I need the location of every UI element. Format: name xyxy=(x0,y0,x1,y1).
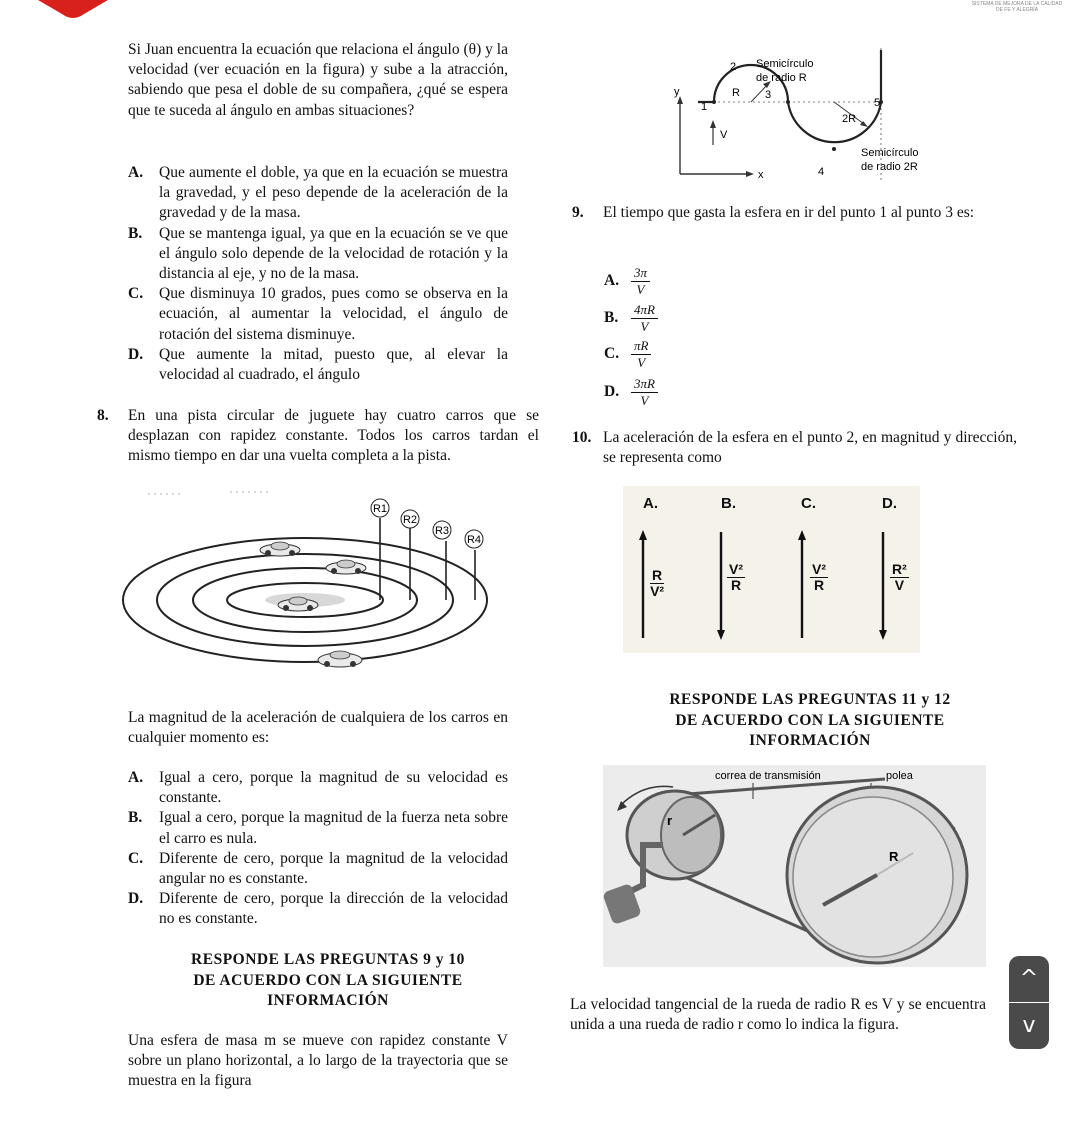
question-10-text: La aceleración de la esfera en el punto 2, en magnitud y dirección, se representa como xyxy=(603,429,1017,467)
axis-y-label: y xyxy=(674,86,680,98)
option-c-fraction xyxy=(810,562,828,593)
section-header-line-1: RESPONDE LAS PREGUNTAS 9 y 10 xyxy=(191,951,465,968)
option-text: Que aumente el doble, ya que en la ecuación se muestra la gravedad, y el peso depende de la aceleración de la gravedad y de la masa. xyxy=(159,164,508,222)
option-b xyxy=(128,808,508,848)
logo-shape xyxy=(38,0,108,20)
question-juan-stem: Si Juan encuentra la ecuación que relaciona el ángulo (θ) y la velocidad (ver ecuación en la figura) y sube a la atracción, sabiendo que pesa el doble de su compañera, ¿qué se espera que te suceda al ángulo en ambas situaciones? xyxy=(128,41,508,119)
chevron-up-icon: ^ xyxy=(1019,965,1039,991)
car-icon xyxy=(260,542,300,556)
section-header-line-1: RESPONDE LAS PREGUNTAS 11 y 12 xyxy=(669,691,951,708)
fraction-denominator: R xyxy=(813,577,825,593)
track-label-r1: R1 xyxy=(372,503,388,515)
option-letter: D. xyxy=(128,890,144,908)
point-5-label: 5 xyxy=(874,97,881,109)
fraction xyxy=(631,377,658,408)
track-label-r2: R2 xyxy=(402,514,418,526)
fraction-denominator: V xyxy=(637,354,646,370)
header-logo-line-2: DE FE Y ALEGRÍA xyxy=(995,7,1039,13)
car-icon xyxy=(318,651,362,667)
point-3-label: 3 xyxy=(765,89,772,101)
option-d-letter: D. xyxy=(882,495,897,512)
option-d xyxy=(128,889,508,929)
option-c xyxy=(604,336,724,372)
fraction-numerator: R xyxy=(652,567,663,583)
semicircle-2r-label-1: Semicírculo xyxy=(861,147,919,159)
info-9-10-text: Una esfera de masa m se mueve con rapidez constante V sobre un plano horizontal, a lo largo de la trayectoria que se muestra en la figura xyxy=(128,1032,508,1090)
header-logo-line-1: SISTEMA DE MEJORA DE LA CALIDAD xyxy=(971,1,1063,7)
pulley-figure xyxy=(603,765,986,967)
radius-r-label: R xyxy=(732,87,740,99)
chevron-down-icon: v xyxy=(1022,1012,1036,1038)
option-letter: B. xyxy=(128,809,143,827)
option-d-fraction xyxy=(890,562,909,593)
trajectory-figure xyxy=(668,40,948,190)
arrow-down-icon xyxy=(879,532,887,640)
option-letter: D. xyxy=(128,345,144,363)
option-b xyxy=(128,224,508,285)
fraction-numerator: πR xyxy=(631,339,651,355)
option-a xyxy=(604,262,724,300)
track-label-r4: R4 xyxy=(466,534,482,546)
scroll-up-button[interactable] xyxy=(1009,956,1049,1002)
section-header-line-3: INFORMACIÓN xyxy=(267,992,389,1009)
fraction xyxy=(631,266,650,297)
option-text: Igual a cero, porque la magnitud de su velocidad es constante. xyxy=(159,769,508,807)
option-c xyxy=(128,849,508,889)
question-number: 9. xyxy=(572,204,584,221)
fraction-numerator: V² xyxy=(812,561,826,577)
fraction-numerator: 3πR xyxy=(631,377,658,393)
question-8-text: En una pista circular de juguete hay cuatro carros que se desplazan con rapidez constante. Todos los carros tardan el mismo tiempo en dar una vuelta completa a la pista. xyxy=(128,407,539,465)
fraction-numerator: 3π xyxy=(631,266,650,282)
fraction-denominator: V xyxy=(640,392,649,408)
semicircle-r-label-1: Semicírculo xyxy=(756,58,814,70)
semicircle-2r-label-2: de radio 2R xyxy=(861,161,918,173)
axis-x-label: x xyxy=(758,169,764,181)
question-8-question: La magnitud de la aceleración de cualquiera de los carros en cualquier momento es: xyxy=(128,709,508,747)
header-logo-text xyxy=(962,1,1072,13)
section-header-11-12 xyxy=(630,690,990,752)
option-d xyxy=(604,372,724,412)
arrow-up-icon xyxy=(798,530,806,638)
option-text: Que aumente la mitad, puesto que, al elevar la velocidad al cuadrado, el ángulo xyxy=(159,345,508,384)
option-text: Diferente de cero, porque la dirección de la velocidad no es constante. xyxy=(159,890,508,928)
section-header-line-2: DE ACUERDO CON LA SIGUIENTE xyxy=(193,971,463,989)
point-4-label: 4 xyxy=(818,166,825,178)
question-juan-options xyxy=(128,163,508,385)
semicircle-r-label-2: de radio R xyxy=(756,72,807,84)
option-b xyxy=(604,300,724,336)
option-a-letter: A. xyxy=(643,495,658,512)
pulley-label: polea xyxy=(886,770,913,782)
section-header-9-10 xyxy=(128,950,528,1012)
option-text: Igual a cero, porque la magnitud de la fuerza neta sobre el carro es nula. xyxy=(159,809,508,847)
question-10-options-figure xyxy=(623,486,920,653)
section-header-line-3: INFORMACIÓN xyxy=(749,732,871,749)
radius-small-label: r xyxy=(667,813,673,828)
question-8-stem xyxy=(97,406,539,467)
option-letter: C. xyxy=(128,849,144,867)
option-a xyxy=(128,768,508,808)
option-c xyxy=(128,284,508,345)
fraction-denominator: V xyxy=(894,577,905,593)
fraction-denominator: R xyxy=(730,577,742,593)
option-letter: D. xyxy=(604,382,620,400)
track-label-r3: R3 xyxy=(434,525,450,537)
fraction-denominator: V xyxy=(636,281,645,297)
velocity-label: V xyxy=(720,129,728,141)
question-number: 8. xyxy=(97,407,109,424)
fraction-numerator: 4πR xyxy=(631,303,658,319)
option-letter: A. xyxy=(604,271,620,289)
option-text: Que se mantenga igual, ya que en la ecuación se ve que el ángulo solo depende de la velocidad de rotación y la distancia al eje, y no de la masa. xyxy=(159,224,508,283)
question-9-text: El tiempo que gasta la esfera en ir del punto 1 al punto 3 es: xyxy=(603,204,975,221)
fraction-numerator: R² xyxy=(892,561,907,577)
fraction-numerator: V² xyxy=(729,561,743,577)
option-d xyxy=(128,345,508,385)
option-c-letter: C. xyxy=(801,495,816,512)
option-b-fraction xyxy=(727,562,745,593)
option-letter: C. xyxy=(604,344,620,362)
option-letter: A. xyxy=(128,769,144,786)
arrow-down-icon xyxy=(717,532,725,640)
option-letter: B. xyxy=(128,224,143,242)
track-figure xyxy=(120,488,500,678)
question-number: 10. xyxy=(572,429,592,446)
section-header-line-2: DE ACUERDO CON LA SIGUIENTE xyxy=(675,711,945,729)
fraction-denominator: V xyxy=(640,318,649,334)
radius-big-label: R xyxy=(889,849,899,864)
point-1-label: 1 xyxy=(701,101,708,113)
option-a-fraction xyxy=(650,568,664,599)
info-11-12-text: La velocidad tangencial de la rueda de radio R es V y se encuentra unida a una rueda de radio r como lo indica la figura. xyxy=(570,996,986,1034)
radius-2r-label: 2R xyxy=(842,113,857,125)
point-2-label: 2 xyxy=(730,61,737,73)
option-letter: A. xyxy=(128,164,144,181)
fraction-denominator: V² xyxy=(650,583,665,599)
option-b-letter: B. xyxy=(721,495,736,512)
fraction xyxy=(631,303,658,334)
option-a xyxy=(128,163,508,224)
option-letter: B. xyxy=(604,308,619,326)
option-letter: C. xyxy=(128,285,144,303)
option-text: Diferente de cero, porque la magnitud de la velocidad angular no es constante. xyxy=(159,849,508,888)
scroll-down-button[interactable] xyxy=(1009,1003,1049,1049)
question-9-options xyxy=(604,262,724,412)
belt-label: correa de transmisión xyxy=(715,770,821,782)
arrow-up-icon xyxy=(639,530,647,638)
question-10-stem xyxy=(572,428,1017,468)
question-8-options xyxy=(128,768,508,930)
car-icon xyxy=(326,560,366,574)
option-text: Que disminuya 10 grados, pues como se observa en la ecuación, al aumentar la velocidad, el ángulo de rotación del sistema disminuye. xyxy=(159,285,508,343)
fraction xyxy=(631,339,651,370)
question-9-stem xyxy=(572,203,1017,223)
